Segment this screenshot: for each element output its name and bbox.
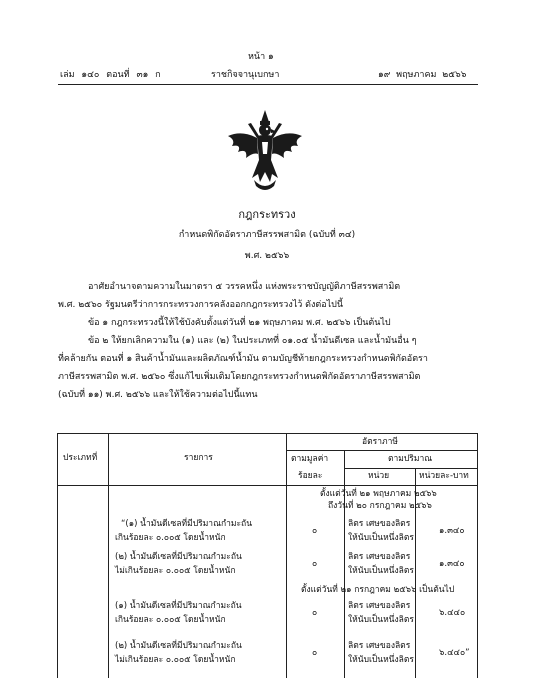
row-unit: ให้นับเป็นหนึ่งลิตร (348, 655, 414, 665)
document-title: กฎกระทรวง (238, 208, 296, 221)
row-item: “(๑) น้ำมันดีเซลที่มีปริมาณกำมะถัน (121, 519, 253, 529)
row-unit: ให้นับเป็นหนึ่งลิตร (348, 533, 414, 543)
row-item: ไม่เกินร้อยละ ๐.๐๐๕ โดยน้ำหนัก (115, 655, 236, 665)
header-category: ประเภทที่ (63, 453, 98, 463)
preamble-line: อาศัยอำนาจตามความในมาตรา ๕ วรรคหนึ่ง แห่งพระราชบัญญัติภาษีสรรพสามิต (88, 282, 401, 292)
row-unit: ลิตร เศษของลิตร (348, 641, 411, 651)
row-item: (๑) น้ำมันดีเซลที่มีปริมาณกำมะถัน (115, 601, 242, 611)
row-rate: ๖.๔๔๐” (439, 648, 470, 658)
clause-1: ข้อ ๑ กฎกระทรวงนี้ให้ใช้บังคับตั้งแต่วันที่ ๒๑ พฤษภาคม พ.ศ. ๒๕๖๖ เป็นต้นไป (88, 318, 391, 328)
header-tax-rate: อัตราภาษี (362, 437, 398, 447)
row-rate: ๑.๓๔๐ (439, 559, 465, 569)
row-unit: ให้นับเป็นหนึ่งลิตร (348, 566, 414, 576)
column-divider (415, 468, 416, 678)
clause-2-line: ภาษีสรรพสามิต พ.ศ. ๒๕๖๐ ซึ่งแก้ไขเพิ่มเติมโดยกฎกระทรวงกำหนดพิกัดอัตราภาษีสรรพสามิต (58, 372, 421, 382)
page-number: หน้า ๑ (248, 52, 274, 62)
period-label: ตั้งแต่วันที่ ๒๑ พฤษภาคม ๒๕๖๖ (320, 489, 437, 499)
document-year: พ.ศ. ๒๕๖๖ (244, 251, 290, 261)
row-rate: ๑.๓๔๐ (439, 526, 465, 536)
header-unit: หน่วย (368, 471, 390, 481)
garuda-emblem-icon (224, 108, 306, 194)
row-value: ๐ (312, 608, 318, 618)
column-divider (286, 434, 287, 678)
period-label: ถึงวันที่ ๒๐ กรกฎาคม ๒๕๖๖ (328, 501, 432, 511)
row-unit: ให้นับเป็นหนึ่งลิตร (348, 615, 414, 625)
gazette-title: ราชกิจจานุเบกษา (211, 70, 280, 80)
clause-2-line: ที่คล้ายกัน ตอนที่ ๑ สินค้าน้ำมันและผลิตภัณฑ์น้ำมัน ตามบัญชีท้ายกฎกระทรวงกำหนดพิกัดอัตรา (58, 354, 428, 364)
row-unit: ลิตร เศษของลิตร (348, 601, 411, 611)
row-item: เกินร้อยละ ๐.๐๐๕ โดยน้ำหนัก (115, 533, 226, 543)
header-per-unit: หน่วยละ-บาท (419, 471, 469, 481)
clause-2-line: (ฉบับที่ ๑๑) พ.ศ. ๒๕๖๖ และให้ใช้ความต่อไปนี้แทน (58, 390, 258, 400)
header-by-quantity: ตามปริมาณ (388, 454, 433, 464)
row-item: เกินร้อยละ ๐.๐๐๕ โดยน้ำหนัก (115, 615, 226, 625)
row-value: ๐ (312, 526, 318, 536)
period-label: ตั้งแต่วันที่ ๒๑ กรกฎาคม ๒๕๖๖ เป็นต้นไป (301, 585, 455, 595)
row-value: ๐ (312, 648, 318, 658)
row-value: ๐ (312, 559, 318, 569)
column-divider (108, 434, 109, 678)
gazette-volume: เล่ม ๑๔๐ ตอนที่ ๓๑ ก (60, 70, 161, 80)
header-bottom-divider (58, 485, 477, 486)
clause-2-line: ข้อ ๒ ให้ยกเลิกความใน (๑) และ (๒) ในประเภทที่ ๐๑.๐๕ น้ำมันดีเซล และน้ำมันอื่น ๆ (88, 336, 417, 346)
tax-rate-table (57, 433, 478, 678)
row-divider (344, 468, 477, 469)
row-item: (๒) น้ำมันดีเซลที่มีปริมาณกำมะถัน (115, 641, 242, 651)
header-item: รายการ (184, 453, 213, 463)
row-rate: ๖.๔๔๐ (439, 608, 466, 618)
row-item: (๒) น้ำมันดีเซลที่มีปริมาณกำมะถัน (115, 552, 242, 562)
row-item: ไม่เกินร้อยละ ๐.๐๐๕ โดยน้ำหนัก (115, 566, 236, 576)
preamble-line: พ.ศ. ๒๕๖๐ รัฐมนตรีว่าการกระทรวงการคลังออกกฎกระทรวงไว้ ดังต่อไปนี้ (58, 300, 344, 310)
document-subtitle: กำหนดพิกัดอัตราภาษีสรรพสามิต (ฉบับที่ ๓๔) (178, 230, 356, 240)
row-unit: ลิตร เศษของลิตร (348, 552, 411, 562)
header-by-value-percent: ร้อยละ (298, 471, 323, 481)
row-unit: ลิตร เศษของลิตร (348, 519, 411, 529)
header-divider (58, 84, 478, 85)
header-by-value: ตามมูลค่า (291, 454, 329, 464)
gazette-date: ๑๙ พฤษภาคม ๒๕๖๖ (378, 70, 467, 80)
row-divider (286, 450, 477, 451)
